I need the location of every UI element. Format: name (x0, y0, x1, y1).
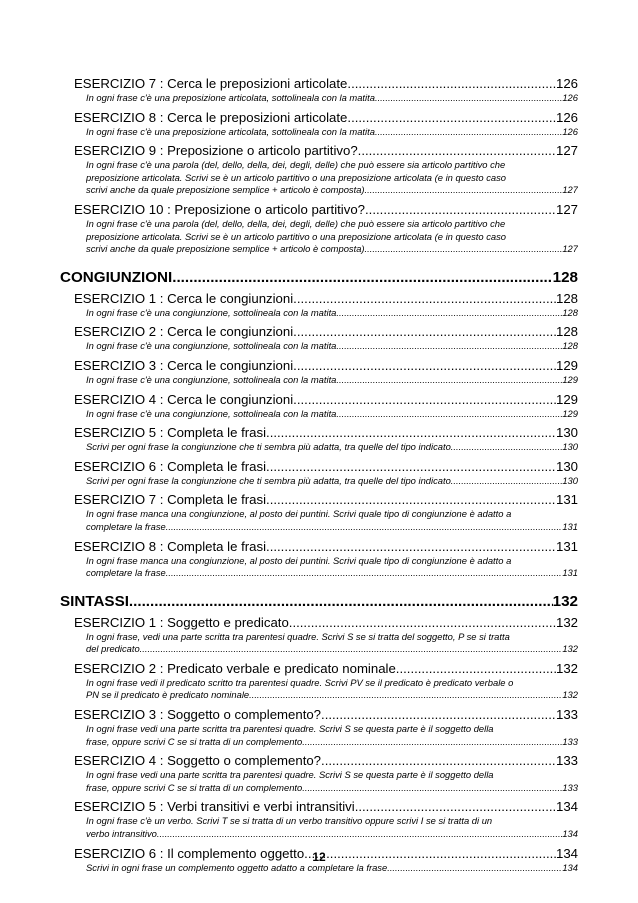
description-text: Scrivi in ogni frase un complemento oggetto adatto a completare la frase. (86, 861, 390, 873)
exercise-description (86, 126, 578, 139)
description-text: verbo intransitivo. (86, 828, 160, 840)
exercise-title: ESERCIZIO 4 : Cerca le congiunzioni. (74, 391, 297, 407)
dot-leader (270, 458, 556, 475)
exercise-title: ESERCIZIO 9 : Preposizione o articolo partitivo? (74, 143, 358, 159)
description-line: preposizione articolata. Scrivi se è un articolo partitivo o una preposizione articolata (e in questo caso (86, 230, 507, 242)
exercise-title: ESERCIZIO 1 : Soggetto e predicato. (74, 614, 293, 630)
dot-leader (142, 643, 562, 656)
exercise-entry (60, 424, 578, 454)
exercise-entry (60, 290, 578, 320)
description-page: 126 (562, 92, 578, 103)
exercise-page: 127 (555, 143, 578, 159)
section-title: SINTASSI (60, 592, 129, 610)
dot-leader (453, 441, 562, 454)
exercise-page: 129 (555, 357, 578, 373)
exercise-page: 131 (555, 538, 578, 554)
exercise-description (86, 408, 578, 421)
description-text: del predicato. (86, 643, 143, 655)
dot-leader (367, 184, 562, 197)
dot-leader (305, 736, 563, 749)
description-page: 127 (562, 243, 578, 255)
exercise-title-row[interactable] (74, 491, 578, 508)
description-page: 134 (562, 861, 578, 873)
description-page: 130 (562, 474, 578, 486)
dot-leader (159, 828, 562, 841)
description-line: In ogni frase vedi il predicato scritto tra parentesi quadre. Scrivi PV se il predicato è predicato verbale o (86, 676, 514, 688)
description-page: 128 (562, 340, 578, 352)
description-line: In ogni frase c'è una parola (del, dello, della, dei, degli, delle) che può essere sia articolo partitivo che (86, 159, 506, 171)
exercise-page: 130 (555, 458, 578, 474)
exercise-description (86, 340, 578, 353)
exercise-title: ESERCIZIO 8 : Completa le frasi. (74, 538, 270, 554)
description-line: In ogni frase vedi una parte scritta tra parentesi quadre. Scrivi S se questa parte è il soggetto della (86, 769, 494, 781)
exercise-page: 128 (555, 324, 578, 340)
description-line: In ogni frase c'è un verbo. Scrivi T se si tratta di un verbo transitivo oppure scrivi I se si tratta di un (86, 815, 493, 827)
description-line (86, 126, 578, 139)
description-page: 133 (562, 735, 578, 747)
description-page: 129 (562, 407, 578, 419)
dot-leader (358, 798, 556, 815)
exercise-title-row[interactable] (74, 752, 578, 769)
exercise-description (86, 723, 578, 748)
description-line (86, 782, 578, 795)
section-heading[interactable] (60, 592, 578, 611)
description-page: 132 (562, 689, 578, 701)
description-line (86, 408, 578, 421)
exercise-description (86, 508, 578, 533)
exercise-title: ESERCIZIO 3 : Cerca le congiunzioni. (74, 357, 297, 373)
dot-leader (292, 614, 556, 631)
description-text: In ogni frase c'è una congiunzione, sottolineala con la matita. (86, 306, 339, 318)
description-line (86, 475, 578, 488)
exercise-page: 132 (555, 660, 578, 676)
exercise-title: ESERCIZIO 2 : Predicato verbale e predicato nominale. (74, 660, 400, 676)
description-text: PN se il predicato è predicato nominale. (86, 689, 252, 701)
exercise-title-row[interactable] (74, 424, 578, 441)
description-page: 133 (562, 781, 578, 793)
description-line (86, 307, 578, 320)
exercise-entry (60, 706, 578, 748)
description-text: frase, oppure scrivi C se si tratta di un complemento. (86, 781, 305, 793)
description-text: Scrivi per ogni frase la congiunzione che ti sembra più adatta, tra quelle del tipo indicato. (86, 441, 454, 453)
dot-leader (339, 307, 562, 320)
exercise-title-row[interactable] (74, 323, 578, 340)
exercise-page: 133 (555, 753, 578, 769)
description-line (86, 521, 578, 534)
exercise-description (86, 218, 578, 256)
exercise-description (86, 631, 578, 656)
exercise-title: ESERCIZIO 2 : Cerca le congiunzioni. (74, 324, 297, 340)
description-line (86, 92, 578, 105)
exercise-page: 126 (555, 76, 578, 91)
description-line: In ogni frase manca una congiunzione, al posto dei puntini. Scrivi quale tipo di congiunzione è adatto a (86, 554, 512, 566)
description-line: preposizione articolata. Scrivi se è un articolo partitivo o una preposizione articolata (e in questo caso (86, 171, 507, 183)
dot-leader (321, 752, 556, 769)
dot-leader (129, 592, 553, 611)
dot-leader (168, 521, 562, 534)
exercise-title-row[interactable] (74, 614, 578, 631)
exercise-description (86, 769, 578, 794)
description-line (86, 689, 578, 702)
exercise-page: 127 (555, 201, 578, 217)
description-line (86, 643, 578, 656)
description-text: In ogni frase c'è una congiunzione, sottolineala con la matita. (86, 340, 339, 352)
exercise-title: ESERCIZIO 5 : Completa le frasi. (74, 425, 270, 441)
exercise-title-row[interactable] (74, 458, 578, 475)
exercise-entry (60, 798, 578, 840)
exercise-title: ESERCIZIO 5 : Verbi transitivi e verbi intransitivi. (74, 799, 359, 815)
section-page: 128 (552, 268, 578, 286)
dot-leader (378, 126, 563, 139)
description-line (86, 374, 578, 387)
exercise-title: ESERCIZIO 3 : Soggetto o complemento? (74, 707, 322, 723)
description-line (86, 828, 578, 841)
dot-leader (378, 92, 563, 105)
description-text: scrivi anche da quale preposizione semplice + articolo è composta). (86, 184, 368, 196)
section-heading[interactable] (60, 268, 578, 287)
description-text: Scrivi per ogni frase la congiunzione che ti sembra più adatta, tra quelle del tipo indicato. (86, 474, 454, 486)
description-page: 134 (562, 828, 578, 840)
dot-leader (297, 357, 556, 374)
description-text: In ogni frase c'è una congiunzione, sottolineala con la matita. (86, 373, 339, 385)
exercise-title: ESERCIZIO 7 : Cerca le preposizioni articolate. (74, 76, 352, 91)
exercise-entry (60, 201, 578, 256)
exercise-description (86, 475, 578, 488)
exercise-description (86, 677, 578, 702)
exercise-title: ESERCIZIO 6 : Completa le frasi. (74, 458, 270, 474)
dot-leader (339, 374, 562, 387)
exercise-title: ESERCIZIO 4 : Soggetto o complemento? (74, 753, 322, 769)
description-line: In ogni frase vedi una parte scritta tra parentesi quadre. Scrivi S se questa parte è il soggetto della (86, 723, 494, 735)
description-line (86, 184, 578, 197)
dot-leader (270, 424, 556, 441)
description-line (86, 567, 578, 580)
exercise-title-row[interactable] (74, 391, 578, 408)
description-line (86, 243, 578, 256)
exercise-title: ESERCIZIO 7 : Completa le frasi. (74, 492, 270, 508)
description-text: completare la frase. (86, 567, 169, 579)
description-text: completare la frase. (86, 520, 169, 532)
dot-leader (453, 475, 562, 488)
dot-leader (305, 782, 563, 795)
description-text: In ogni frase c'è una congiunzione, sottolineala con la matita. (86, 407, 339, 419)
exercise-description (86, 441, 578, 454)
description-text: frase, oppure scrivi C se si tratta di un complemento. (86, 735, 305, 747)
exercise-page: 134 (555, 845, 578, 861)
exercise-entry (60, 660, 578, 702)
dot-leader (270, 538, 556, 555)
exercise-title-row[interactable] (74, 142, 578, 159)
dot-leader (351, 75, 556, 92)
exercise-page: 131 (555, 492, 578, 508)
dot-leader (168, 567, 562, 580)
exercise-entry (60, 458, 578, 488)
dot-leader (172, 268, 552, 287)
description-text: In ogni frase c'è una preposizione articolata, sottolineala con la matita. (86, 92, 378, 103)
exercise-entry (60, 538, 578, 580)
exercise-description (86, 307, 578, 320)
page-number: 12 (312, 850, 326, 864)
description-page: 131 (562, 567, 578, 579)
description-page: 132 (562, 643, 578, 655)
description-line: In ogni frase, vedi una parte scritta tra parentesi quadre. Scrivi S se si tratta del soggetto, P se si tratta (86, 630, 510, 642)
dot-leader (339, 408, 562, 421)
exercise-entry (60, 357, 578, 387)
exercise-page: 130 (555, 425, 578, 441)
description-line: In ogni frase manca una congiunzione, al posto dei puntini. Scrivi quale tipo di congiunzione è adatto a (86, 508, 512, 520)
exercise-description (86, 815, 578, 840)
exercise-entry (60, 142, 578, 197)
description-line (86, 340, 578, 353)
exercise-description (86, 555, 578, 580)
section-title: CONGIUNZIONI (60, 268, 173, 286)
exercise-title: ESERCIZIO 1 : Cerca le congiunzioni. (74, 290, 297, 306)
exercise-page: 133 (555, 707, 578, 723)
exercise-page: 128 (555, 290, 578, 306)
exercise-title-row[interactable] (74, 357, 578, 374)
dot-leader (297, 323, 556, 340)
exercise-description (86, 374, 578, 387)
dot-leader (358, 142, 556, 159)
description-line (86, 736, 578, 749)
dot-leader (351, 109, 556, 126)
exercise-title-row[interactable] (74, 201, 578, 218)
exercise-title-row[interactable] (74, 109, 578, 126)
dot-leader (297, 290, 556, 307)
exercise-description (86, 159, 578, 197)
exercise-entry (60, 75, 578, 105)
dot-leader (252, 689, 563, 702)
exercise-description (86, 92, 578, 105)
dot-leader (365, 201, 556, 218)
description-page: 129 (562, 373, 578, 385)
description-page: 128 (562, 306, 578, 318)
description-page: 127 (562, 184, 578, 196)
description-line (86, 441, 578, 454)
exercise-page: 132 (555, 614, 578, 630)
exercise-page: 134 (555, 799, 578, 815)
exercise-title-row[interactable] (74, 706, 578, 723)
description-page: 126 (562, 125, 578, 137)
description-page: 131 (562, 520, 578, 532)
exercise-entry (60, 491, 578, 533)
description-text: scrivi anche da quale preposizione semplice + articolo è composta). (86, 243, 368, 255)
dot-leader (270, 491, 556, 508)
exercise-title: ESERCIZIO 8 : Cerca le preposizioni articolate. (74, 109, 352, 125)
dot-leader (339, 340, 562, 353)
exercise-title-row[interactable] (74, 75, 578, 92)
exercise-entry (60, 752, 578, 794)
exercise-title-row[interactable] (74, 660, 578, 677)
dot-leader (399, 660, 556, 677)
section-page: 132 (552, 592, 578, 610)
description-text: In ogni frase c'è una preposizione articolata, sottolineala con la matita. (86, 125, 378, 137)
exercise-title-row[interactable] (74, 538, 578, 555)
exercise-title: ESERCIZIO 6 : Il complemento oggetto. (74, 845, 308, 861)
exercise-title-row[interactable] (74, 290, 578, 307)
dot-leader (321, 706, 556, 723)
dot-leader (367, 243, 562, 256)
exercise-title-row[interactable] (74, 798, 578, 815)
exercise-entry (60, 109, 578, 139)
exercise-title: ESERCIZIO 10 : Preposizione o articolo partitivo? (74, 201, 365, 217)
description-page: 130 (562, 441, 578, 453)
exercise-page: 129 (555, 391, 578, 407)
exercise-page: 126 (555, 109, 578, 125)
exercise-entry (60, 323, 578, 353)
exercise-entry (60, 614, 578, 656)
exercise-entry (60, 391, 578, 421)
table-of-contents (60, 75, 578, 878)
dot-leader (297, 391, 556, 408)
description-line: In ogni frase c'è una parola (del, dello, della, dei, degli, delle) che può essere sia articolo partitivo che (86, 217, 506, 229)
